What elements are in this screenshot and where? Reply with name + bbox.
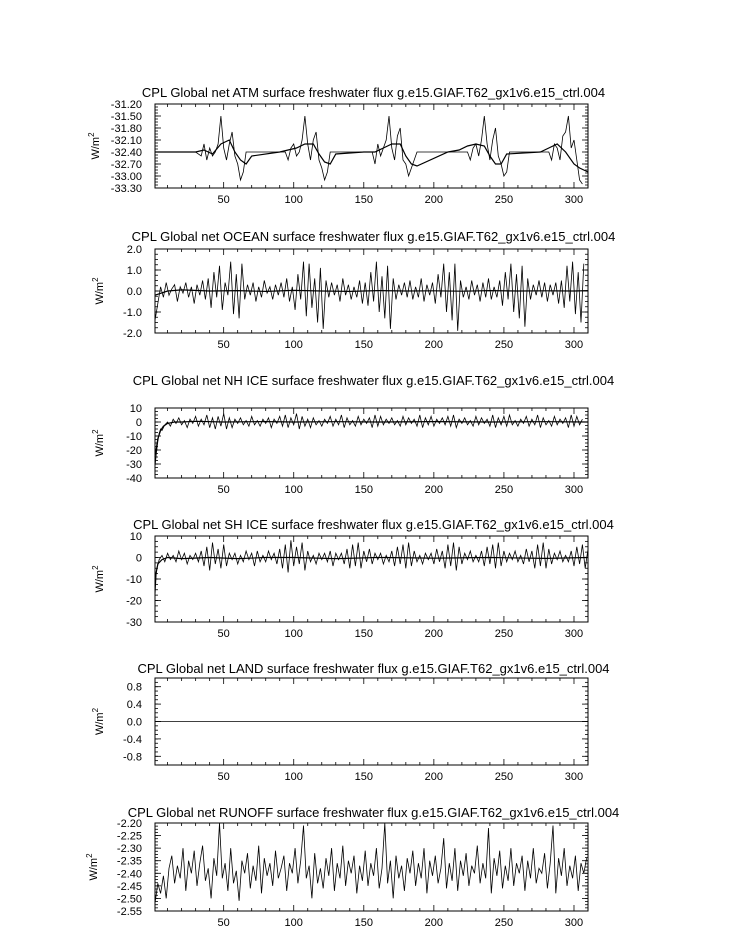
y-tick-label: -2.35 — [116, 855, 142, 868]
y-axis-label — [91, 707, 106, 735]
y-tick-label: -10 — [126, 574, 142, 586]
y-tick-label: -2.50 — [116, 893, 142, 906]
x-tick-label: 100 — [284, 628, 303, 640]
y-tick-label: -31.20 — [110, 99, 142, 111]
y-tick-label: -31.80 — [110, 123, 142, 135]
x-tick-label: 200 — [424, 771, 444, 783]
x-tick-label: 300 — [564, 339, 584, 351]
x-tick-label: 50 — [217, 628, 230, 640]
y-axis-label-unit: W/m — [94, 569, 106, 593]
chart-title: CPL Global net LAND surface freshwater flux g.e15.GIAF.T62_gx1v6.e15_ctrl.004 — [137, 661, 610, 676]
x-tick-label: 250 — [494, 628, 514, 640]
y-tick-label: -2.25 — [116, 830, 142, 843]
y-tick-label: 10 — [129, 403, 142, 415]
x-tick-label: 150 — [354, 628, 373, 640]
x-tick-label: 250 — [494, 771, 514, 783]
x-tick-label: 150 — [354, 194, 373, 206]
series-line-1 — [155, 540, 588, 596]
x-tick-label: 200 — [424, 339, 444, 351]
y-axis-label-exponent: 2 — [85, 853, 94, 858]
x-tick-label: 100 — [284, 194, 303, 206]
x-tick-label: 50 — [217, 339, 230, 351]
y-axis-label-exponent: 2 — [91, 429, 100, 434]
plot-frame — [155, 408, 588, 478]
x-tick-label: 150 — [354, 917, 373, 929]
chart-panel-4 — [91, 517, 614, 640]
x-tick-label: 250 — [494, 339, 514, 351]
x-tick-label: 50 — [217, 771, 230, 783]
y-tick-label: -31.50 — [110, 111, 142, 123]
y-axis-label-exponent: 2 — [91, 277, 100, 282]
y-tick-label: 0 — [135, 417, 142, 429]
y-axis-label-exponent: 2 — [91, 565, 100, 570]
x-tick-label: 150 — [354, 771, 373, 783]
x-tick-label: 100 — [284, 917, 303, 929]
chart-panel-6 — [85, 805, 619, 929]
y-tick-label: 0.0 — [126, 286, 142, 298]
chart-panel-5 — [91, 661, 610, 783]
x-tick-label: 200 — [424, 194, 444, 206]
y-axis-label — [87, 132, 102, 160]
chart-title: CPL Global net OCEAN surface freshwater flux g.e15.GIAF.T62_gx1v6.e15_ctrl.004 — [131, 229, 616, 244]
y-tick-label: 0.8 — [126, 681, 142, 694]
x-tick-label: 150 — [354, 339, 373, 351]
x-tick-label: 50 — [217, 194, 230, 206]
x-tick-label: 50 — [217, 484, 230, 496]
y-tick-label: -2.30 — [116, 843, 142, 856]
y-tick-label: -20 — [126, 595, 142, 608]
y-tick-label: 2.0 — [126, 244, 142, 256]
y-tick-label: -40 — [126, 473, 142, 485]
x-tick-label: 100 — [284, 484, 303, 496]
x-tick-label: 150 — [354, 484, 373, 496]
y-axis-label-unit: W/m — [90, 136, 102, 160]
chart-panel-2 — [91, 229, 615, 351]
x-tick-label: 300 — [564, 484, 584, 496]
y-tick-label: -33.00 — [110, 171, 142, 183]
y-tick-label: -2.40 — [116, 868, 142, 881]
y-axis-label-exponent: 2 — [87, 132, 96, 137]
chart-panel-1 — [87, 85, 605, 206]
series-line-2 — [155, 421, 588, 457]
x-tick-label: 100 — [284, 339, 303, 351]
y-axis-label — [85, 853, 100, 881]
y-tick-label: -32.70 — [110, 159, 142, 171]
y-tick-label: -2.45 — [116, 880, 142, 893]
y-tick-label: 10 — [129, 531, 142, 543]
y-tick-label: -33.30 — [110, 183, 142, 195]
chart-title: CPL Global net NH ICE surface freshwater flux g.e15.GIAF.T62_gx1v6.e15_ctrl.004 — [132, 373, 615, 388]
y-axis-label — [91, 277, 106, 305]
chart-title: CPL Global net SH ICE surface freshwater flux g.e15.GIAF.T62_gx1v6.e15_ctrl.004 — [133, 517, 614, 532]
y-tick-label: -20 — [126, 445, 142, 457]
y-tick-label: -2.20 — [116, 818, 142, 830]
y-tick-label: 0.0 — [126, 716, 142, 729]
y-tick-label: -10 — [126, 431, 142, 443]
x-tick-label: 100 — [284, 771, 303, 783]
series-line-2 — [155, 140, 588, 172]
series-line-1 — [155, 823, 587, 904]
series-line-1 — [155, 116, 582, 184]
x-tick-label: 200 — [424, 917, 444, 929]
x-tick-label: 200 — [424, 628, 444, 640]
x-tick-label: 300 — [564, 917, 584, 929]
y-tick-label: -30 — [126, 617, 142, 629]
y-axis-label-unit: W/m — [94, 712, 106, 736]
y-axis-label — [91, 429, 106, 457]
y-axis-label — [91, 565, 106, 593]
x-tick-label: 250 — [494, 484, 514, 496]
y-axis-label-unit: W/m — [94, 433, 106, 457]
y-axis-label-unit: W/m — [88, 857, 100, 881]
y-axis-label-unit: W/m — [94, 281, 106, 305]
y-tick-label: 1.0 — [126, 265, 142, 277]
y-tick-label: -1.0 — [123, 307, 142, 319]
y-tick-label: -0.4 — [123, 733, 142, 746]
x-tick-label: 300 — [564, 771, 584, 783]
x-tick-label: 50 — [217, 917, 230, 929]
x-tick-label: 250 — [494, 917, 514, 929]
x-tick-label: 300 — [564, 628, 584, 640]
y-tick-label: -2.55 — [116, 906, 142, 918]
chart-title: CPL Global net ATM surface freshwater flux g.e15.GIAF.T62_gx1v6.e15_ctrl.004 — [141, 85, 606, 100]
y-tick-label: 0 — [135, 552, 142, 565]
x-tick-label: 300 — [564, 194, 584, 206]
y-tick-label: -0.8 — [123, 751, 142, 764]
y-tick-label: -32.10 — [110, 135, 142, 147]
chart-title: CPL Global net RUNOFF surface freshwater flux g.e15.GIAF.T62_gx1v6.e15_ctrl.004 — [127, 805, 620, 820]
series-line-1 — [155, 262, 584, 331]
y-tick-label: 0.4 — [126, 699, 142, 712]
chart-panel-3 — [91, 373, 614, 496]
y-axis-label-exponent: 2 — [91, 707, 100, 713]
plot-frame — [155, 536, 588, 622]
y-tick-label: -32.40 — [110, 147, 142, 159]
x-tick-label: 200 — [424, 484, 444, 496]
x-tick-label: 250 — [494, 194, 514, 206]
y-tick-label: -30 — [126, 459, 142, 471]
y-tick-label: -2.0 — [123, 328, 142, 340]
